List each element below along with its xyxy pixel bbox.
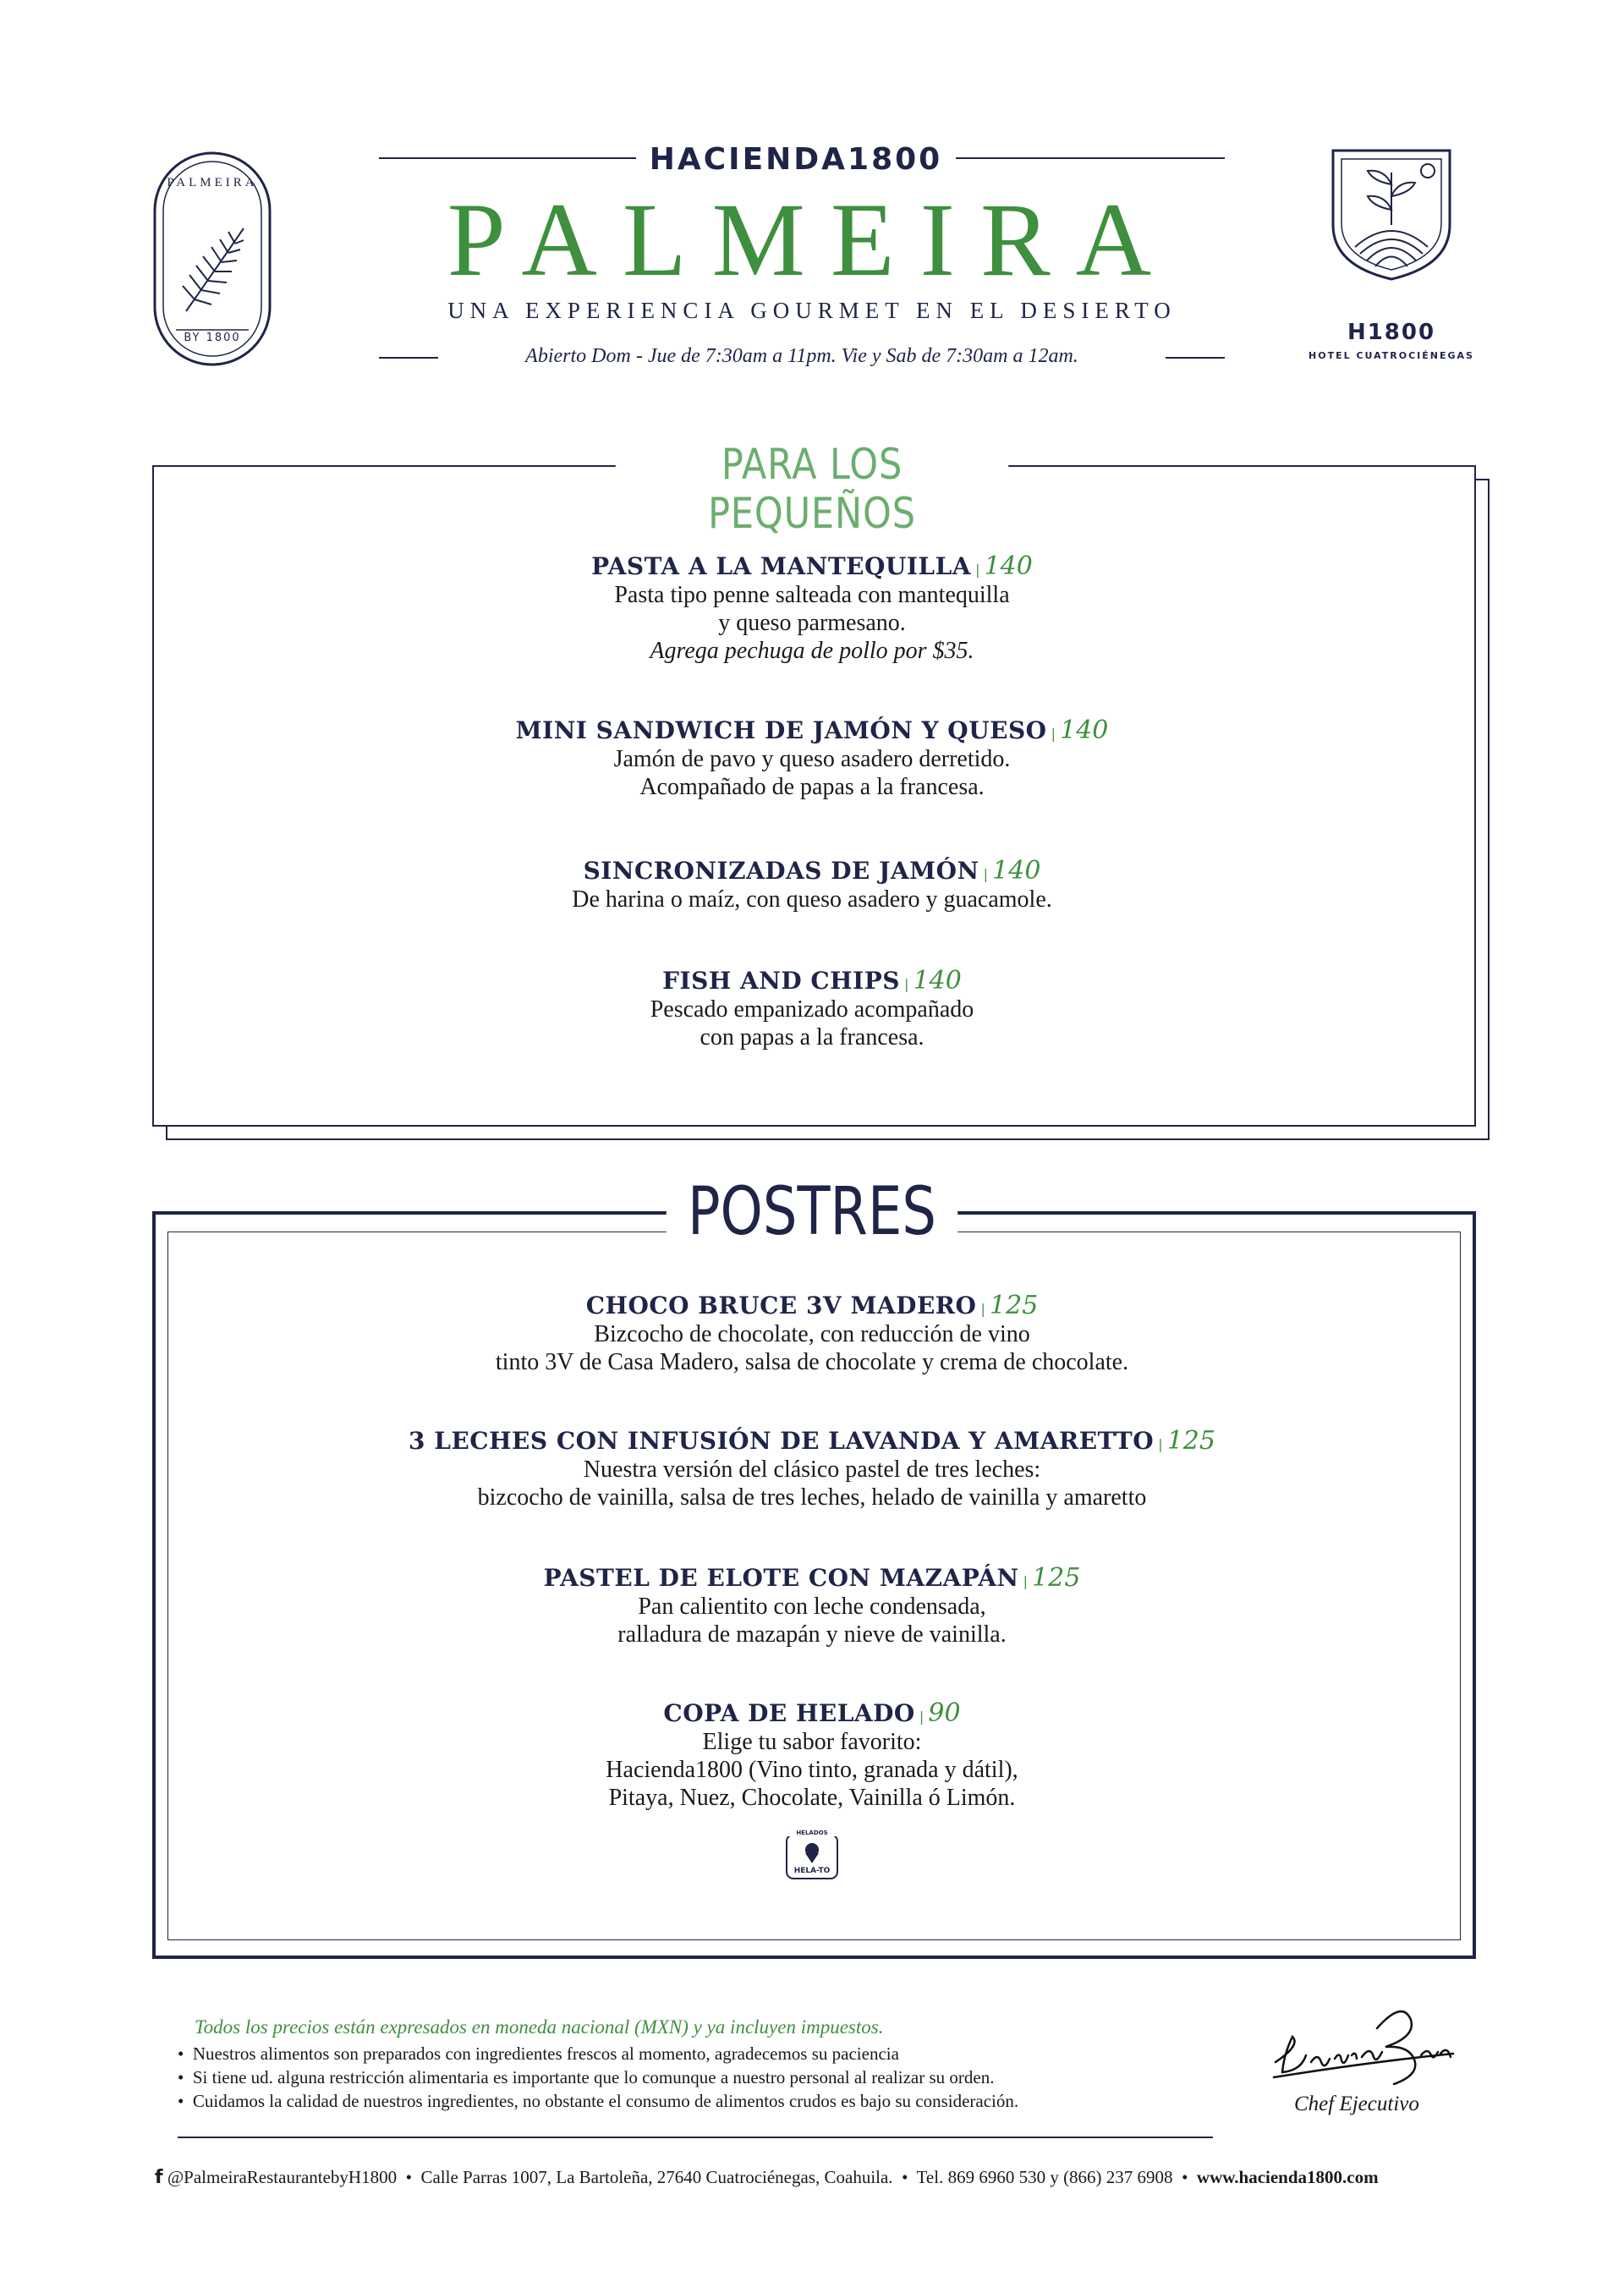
dessert-item-4: COPA DE HELADO | 90 Elige tu sabor favorito: Hacienda1800 (Vino tinto, granada y dátil), Pitaya, Nuez, Chocolate, Vainilla ó Limón. [152,1698,1472,1812]
item-price: 125 [990,1291,1039,1320]
chef-name [1269,2096,1270,2097]
item-note: Agrega pechuga de pollo por $35. [650,638,974,664]
kids-section-title: PARA LOS PEQUEÑOS [616,440,1008,538]
restaurant-title: PALMEIRA [447,182,1177,298]
dessert-item-3: PASTEL DE ELOTE CON MAZAPÁN | 125 Pan calientito con leche condensada, ralladura de mazapán y nieve de vainilla. [152,1563,1472,1648]
item-desc: tinto 3V de Casa Madero, salsa de chocolate y crema de chocolate. [495,1349,1129,1375]
badge-bottom-text: BY 1800 [184,332,241,344]
kids-item-1: PASTA A LA MANTEQUILLA | 140 Pasta tipo penne salteada con mantequilla y queso parmesano. Agrega pechuga de pollo por $35. [152,551,1472,665]
facebook-icon[interactable]: f [155,2167,163,2188]
footer-note-item: • Nuestros alimentos son preparados con ingredientes frescos al momento, agradecemos su paciencia [178,2043,899,2064]
h1800-shield-logo [1328,147,1455,283]
h1800-logo-name: H1800 [1347,320,1436,345]
item-name: 3 LECHES CON INFUSIÓN DE LAVANDA Y AMARETTO [409,1427,1155,1455]
item-name: SINCRONIZADAS DE JAMÓN [583,857,979,885]
item-desc: Pescado empanizado acompañado [650,996,974,1023]
item-name: PASTEL DE ELOTE CON MAZAPÁN [543,1564,1019,1592]
item-desc: Nuestra versión del clásico pastel de tres leches: [583,1456,1041,1483]
brand-line-right [956,157,1225,159]
price-note: Todos los precios están expresados en moneda nacional (MXN) y ya incluyen impuestos. [195,2016,884,2038]
item-price: 140 [992,856,1041,886]
item-desc: Jamón de pavo y queso asadero derretido. [613,746,1011,772]
item-name: PASTA A LA MANTEQUILLA [591,552,972,580]
website-link[interactable]: www.hacienda1800.com [1196,2167,1379,2187]
kids-item-4: FISH AND CHIPS | 140 Pescado empanizado acompañado con papas a la francesa. [152,966,1472,1051]
hours-line-left [379,357,438,359]
item-price: 125 [1032,1563,1081,1593]
item-desc: Pan calientito con leche condensada, [638,1594,986,1620]
item-desc: Elige tu sabor favorito: [702,1729,922,1755]
badge-top-text: PALMEIRA [167,176,258,189]
item-price: 140 [984,551,1033,581]
phone[interactable]: Tel. 869 6960 530 y (866) 237 6908 [916,2167,1173,2187]
item-desc: y queso parmesano. [718,610,906,636]
address: Calle Parras 1007, La Bartoleña, 27640 Cuatrociénegas, Coahuila. [420,2167,893,2187]
brand-name: HACIENDA1800 [649,142,943,177]
footer-divider [178,2137,1213,2138]
item-desc: Bizcocho de chocolate, con reducción de vino [594,1321,1030,1347]
item-desc: Pasta tipo penne salteada con mantequilla [614,582,1010,608]
brand-line-left [379,157,636,159]
item-price: 140 [1060,716,1109,745]
item-desc: De harina o maíz, con queso asadero y guacamole. [572,886,1052,913]
dessert-item-2: 3 LECHES CON INFUSIÓN DE LAVANDA Y AMARETTO | 125 Nuestra versión del clásico pastel de tres leches: bizcocho de vainilla, salsa de tres leches, helado de vainilla y amaretto [152,1426,1472,1511]
palmeira-badge-logo [152,151,272,367]
hours-line-right [1166,357,1225,359]
footer-notes [178,2042,1277,2113]
item-price: 140 [913,966,962,996]
item-desc: Pitaya, Nuez, Chocolate, Vainilla ó Limón. [608,1785,1016,1811]
item-desc: con papas a la francesa. [700,1024,924,1051]
opening-hours: Abierto Dom - Jue de 7:30am a 11pm. Vie y Sab de 7:30am a 12am. [525,345,1078,367]
item-desc: bizcocho de vainilla, salsa de tres leches, helado de vainilla y amaretto [477,1484,1147,1511]
item-name: MINI SANDWICH DE JAMÓN Y QUESO [515,716,1047,744]
kids-item-2: MINI SANDWICH DE JAMÓN Y QUESO | 140 Jamón de pavo y queso asadero derretido. Acompañado de papas a la francesa. [152,716,1472,801]
desserts-section-title: POSTRES [667,1174,957,1250]
item-desc: Acompañado de papas a la francesa. [639,774,985,800]
item-name: FISH AND CHIPS [662,967,901,995]
item-name: COPA DE HELADO [663,1699,915,1727]
tagline: UNA EXPERIENCIA GOURMET EN EL DESIERTO [447,298,1177,323]
helato-badge-top: HELADOS [785,1829,839,1836]
item-desc: ralladura de mazapán y nieve de vainilla. [617,1621,1007,1648]
item-name: CHOCO BRUCE 3V MADERO [585,1292,977,1319]
chef-title: Chef Ejecutivo [1294,2093,1419,2115]
helato-badge-logo [785,1829,839,1880]
item-price: 90 [928,1698,961,1728]
contact-bar: f @PalmeiraRestaurantebyH1800 • Calle Parras 1007, La Bartoleña, 27640 Cuatrociénegas, Coahuila. • Tel. 869 6960 530 y (866) 237 6908 • www.hacienda1800.com [155,2167,1379,2188]
footer-note-item: • Si tiene ud. alguna restricción alimentaria es importante que lo comunque a nuestro personal al realizar su orden. [178,2067,995,2087]
item-price: 125 [1166,1426,1215,1456]
helato-badge-bottom: HELA-TO [793,1867,831,1875]
kids-item-3: SINCRONIZADAS DE JAMÓN | 140 De harina o maíz, con queso asadero y guacamole. [152,856,1472,913]
facebook-handle[interactable]: @PalmeiraRestaurantebyH1800 [167,2167,398,2187]
item-desc: Hacienda1800 (Vino tinto, granada y dátil), [606,1757,1018,1783]
chef-signature [1267,2003,1462,2096]
h1800-logo-subtitle: HOTEL CUATROCIÉNEGAS [1309,350,1474,361]
footer-note-item: • Cuidamos la calidad de nuestros ingredientes, no obstante el consumo de alimentos crudos es bajo su consideración. [178,2091,1019,2111]
dessert-item-1: CHOCO BRUCE 3V MADERO | 125 Bizcocho de chocolate, con reducción de vino tinto 3V de Casa Madero, salsa de chocolate y crema de chocolate. [152,1291,1472,1376]
